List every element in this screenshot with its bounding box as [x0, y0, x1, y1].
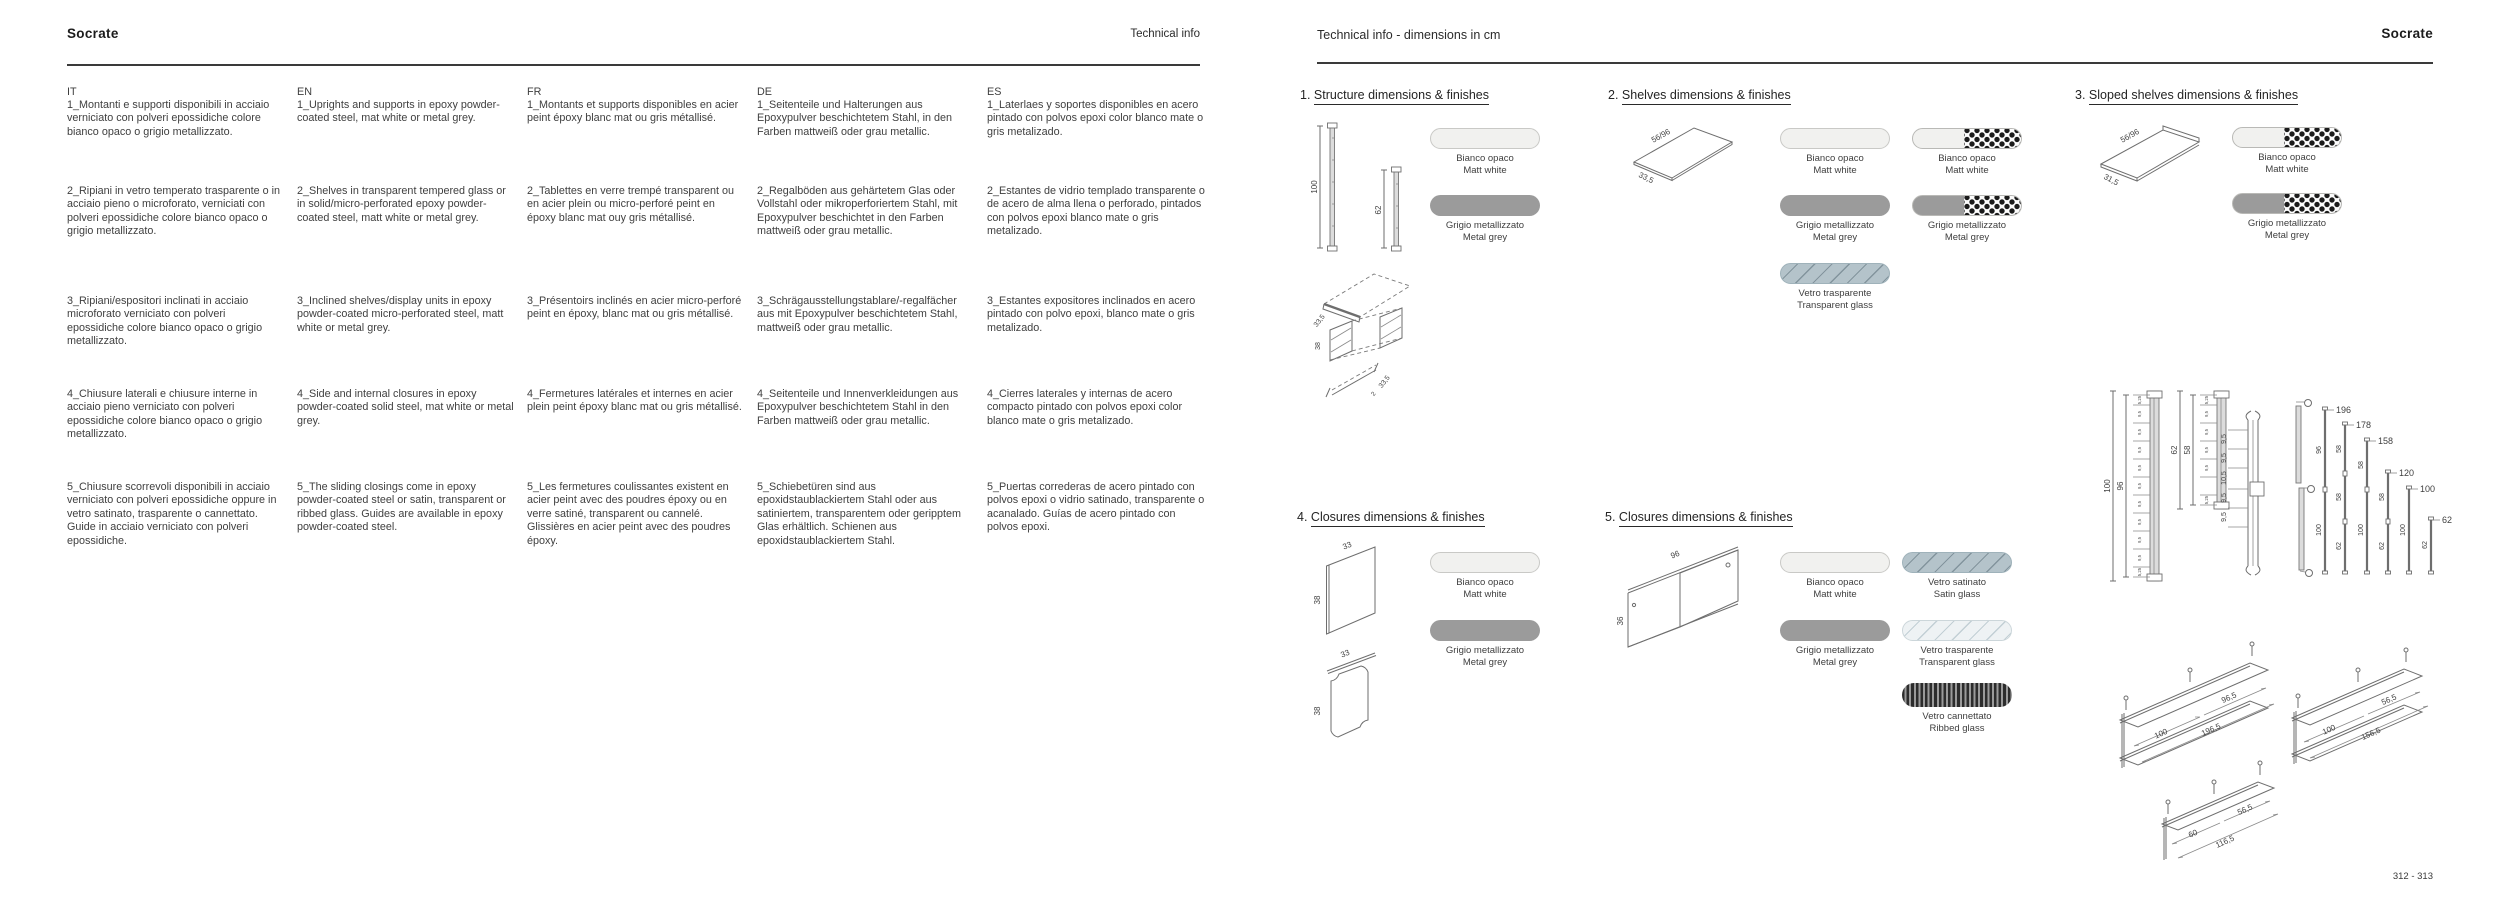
paragraph: 1_Uprights and supports in epoxy powder-coated steel, mat white or metal grey. — [297, 99, 500, 125]
paragraph: 3_Présentoirs inclinés en acier micro-perforé peint en époxy, blanc mat ou gris métallisé. — [527, 295, 742, 321]
column-fr — [527, 0, 745, 921]
paragraph: 4_Side and internal closures in epoxy powder-coated solid steel, mat white or metal grey. — [297, 388, 514, 427]
uprights-dimensions-diagram — [2100, 388, 2453, 588]
left-page-brand: Socrate — [67, 26, 119, 41]
unit-dim-label: 56,5 — [2380, 692, 2398, 707]
dim-label: 38 — [1313, 706, 1322, 716]
shelf-diagram — [1628, 118, 1740, 190]
swatch-metal-grey: Grigio metallizzato Metal grey — [1415, 620, 1555, 668]
perforation-pattern — [2284, 194, 2341, 213]
svg-text:9,5: 9,5 — [2137, 555, 2142, 561]
swatch-matt-white: Bianco opaco Matt white — [1765, 128, 1905, 176]
column-es — [987, 0, 1205, 921]
dim-label: 96 — [1669, 548, 1681, 561]
column-en — [297, 0, 515, 921]
unit-196 — [2120, 642, 2274, 768]
section-5-title — [1605, 510, 1793, 524]
dim-label: 56/96 — [1649, 127, 1672, 145]
dim-label: 38 — [1313, 595, 1322, 605]
unit-116 — [2162, 761, 2278, 860]
section-2-title — [1608, 88, 1791, 102]
structure-uprights-diagram — [1312, 118, 1417, 256]
swatch-matt-white: Bianco opaco Matt white — [1415, 552, 1555, 600]
svg-text:9,5: 9,5 — [2204, 411, 2209, 417]
paragraph: 3_Ripiani/espositori inclinati in acciaio microforato verniciato con polveri epossidiche colore bianco opaco o grigio metallizzato. — [67, 295, 263, 348]
svg-text:5,25: 5,25 — [2137, 395, 2142, 405]
swatch-ribbed-glass: Vetro cannettato Ribbed glass — [1887, 683, 2027, 734]
lang-code: DE — [757, 86, 772, 98]
paragraph: 2_Shelves in transparent tempered glass or in solid/micro-perforated epoxy powder-coated steel, matt white or metal grey. — [297, 185, 506, 224]
dim-label: 36 — [1616, 616, 1625, 626]
svg-text:100: 100 — [2400, 524, 2407, 536]
section-number: 1. — [1300, 88, 1311, 102]
paragraph: 2_Tablettes en verre trempé transparent ou en acier plein ou micro-perforé peint en époxy blanc mat ouy gris métallisé. — [527, 185, 735, 224]
section-number: 4. — [1297, 510, 1308, 524]
svg-text:9,5: 9,5 — [2137, 483, 2142, 489]
svg-text:9,5: 9,5 — [2221, 434, 2228, 444]
dim-label: 31,5 — [2102, 172, 2121, 188]
swatch-matt-white: Bianco opaco Matt white — [1765, 552, 1905, 600]
unit-dim-label: 60 — [2187, 827, 2199, 840]
section-number: 2. — [1608, 88, 1619, 102]
svg-text:9,5: 9,5 — [2137, 429, 2142, 435]
swatch-metal-grey: Grigio metallizzato Metal grey — [1765, 620, 1905, 668]
perforation-pattern — [1964, 196, 2021, 215]
finish-pill-matt-white-perforated — [1912, 128, 2022, 149]
column-it — [67, 0, 285, 921]
svg-text:96: 96 — [2316, 446, 2323, 454]
paragraph: 5_Schiebetüren sind aus epoxidstaublackiertem Stahl oder aus satiniertem, transparentem oder geripptem Glas erhältlich. Schienen aus epoxidstaublackiertem Stahl. — [757, 481, 962, 547]
finish-pill-ribbed-glass — [1902, 683, 2012, 707]
finish-pill-metal-grey — [1430, 195, 1540, 216]
paragraph: 1_Laterlaes y soportes disponibles en acero pintado con polvos epoxi color blanco mate o gris metalizado. — [987, 99, 1204, 138]
svg-text:100: 100 — [2316, 524, 2323, 536]
swatch-metal-grey-perforated: Grigio metallizzato Metal grey — [2217, 193, 2357, 241]
swatch-transparent-glass: Vetro trasparente Transparent glass — [1887, 620, 2027, 668]
paragraph: 5_Puertas correderas de acero pintado con polvos epoxi o vidrio satinado, transparente o acanalado. Guías de acero pintado con polvos epoxi. — [987, 481, 1205, 534]
sliding-door-diagram — [1616, 535, 1765, 653]
dim-label: 33,5 — [1377, 374, 1392, 390]
paragraph: 3_Estantes expositores inclinados en acero pintado con polvo epoxi, blanco mate o gris metalizado. — [987, 295, 1196, 334]
finish-pill-matt-white — [1780, 128, 1890, 149]
dim-label: 56/96 — [2118, 127, 2141, 145]
svg-text:9,5: 9,5 — [2221, 453, 2228, 463]
paragraph: 1_Seitenteile und Halterungen aus Epoxypulver beschichtetem Stahl, in den Farben mattweiß oder grau metallic. — [757, 99, 953, 138]
svg-text:9,5: 9,5 — [2137, 411, 2142, 417]
left-page-header-right: Technical info — [1130, 28, 1200, 40]
unit-dim-label: 156,5 — [2360, 725, 2382, 742]
svg-text:5,25: 5,25 — [2204, 495, 2209, 505]
paragraph: 5_The sliding closings come in epoxy powder-coated steel or satin, transparent or ribbed glass. Guides are available in epoxy powder-coated steel. — [297, 481, 506, 534]
upright-ruler-62 — [2170, 391, 2229, 509]
paragraph: 1_Montants et supports disponibles en acier peint époxy blanc mat ou gris métallisé. — [527, 99, 739, 125]
unit-dim-label: 100 — [2321, 722, 2337, 737]
swatch-metal-grey: Grigio metallizzato Metal grey — [1765, 195, 1905, 243]
finish-pill-transparent-glass — [1780, 263, 1890, 284]
finish-pill-transparent-glass — [1902, 620, 2012, 641]
unit-dim-label: 116,5 — [2214, 833, 2236, 850]
svg-text:9,5: 9,5 — [2137, 501, 2142, 507]
dim-label: 33,5 — [1312, 313, 1327, 329]
right-page-brand: Socrate — [2381, 26, 2433, 41]
paragraph: 5_Les fermetures coulissantes existent en acier peint avec des poudres époxy ou en verre satiné, transparent ou cannelé. Glissières en acier peint avec des poudres époxy. — [527, 481, 731, 547]
closure-panel-diagram — [1315, 535, 1400, 643]
swatch-metal-grey-perforated: Grigio metallizzato Metal grey — [1897, 195, 2037, 243]
shelving-units-diagram — [2112, 612, 2492, 902]
swatch-matt-white — [1415, 128, 1555, 176]
swatch-matt-white-perforated: Bianco opaco Matt white — [2217, 127, 2357, 175]
svg-text:62: 62 — [2336, 542, 2343, 550]
paragraph: 5_Chiusure scorrevoli disponibili in acciaio verniciato con polveri epossidiche oppure in vetro satinato, trasparente o cannettato. Guide in acciaio verniciato con polveri epossidiche. — [67, 481, 277, 547]
svg-text:9,5: 9,5 — [2204, 447, 2209, 453]
section-name: Structure dimensions & finishes — [1314, 88, 1489, 105]
paragraph: 4_Chiusure laterali e chiusure interne in acciaio pieno verniciato con polveri epossidiche colore bianco opaco o grigio metallizzato. — [67, 388, 263, 441]
unit-dim-label: 196,5 — [2200, 721, 2222, 738]
section-4-title — [1297, 510, 1485, 524]
dim-label: 2 — [1369, 390, 1378, 398]
section-name: Sloped shelves dimensions & finishes — [2089, 88, 2298, 105]
unit-dim-label: 100 — [2153, 726, 2169, 741]
svg-text:9,5: 9,5 — [2221, 493, 2228, 503]
dim-label: 33,5 — [1637, 170, 1656, 186]
swatch-metal-grey — [1415, 195, 1555, 243]
svg-text:5,25: 5,25 — [2137, 567, 2142, 577]
svg-text:10,5: 10,5 — [2221, 471, 2228, 485]
dim-label: 100 — [1310, 180, 1319, 194]
structure-supports-diagram — [1312, 262, 1427, 432]
paragraph: 2_Estantes de vidrio templado transparente o de acero de alma llena o perforado, pintados con polvos epoxi blanco mate o gris metalizado. — [987, 185, 1205, 238]
lang-code: FR — [527, 86, 542, 98]
dim-label: 62 — [2170, 445, 2179, 455]
svg-text:62: 62 — [2422, 541, 2429, 549]
swatch-transparent-glass: Vetro trasparente Transparent glass — [1765, 263, 1905, 311]
post-height-label: 178 — [2356, 420, 2372, 430]
unit-dim-label: 56,5 — [2236, 802, 2254, 817]
post-height-label: 120 — [2399, 468, 2415, 478]
section-number: 5. — [1605, 510, 1616, 524]
closure-panel-notched-diagram — [1315, 645, 1400, 750]
lang-code: EN — [297, 86, 312, 98]
upright-ruler-100 — [2103, 391, 2162, 581]
lang-code: IT — [67, 86, 77, 98]
paragraph: 4_Seitenteile und Innenverkleidungen aus Epoxypulver beschichtetem Stahl in den Farben mattweiß oder grau metallic. — [757, 388, 959, 427]
svg-text:58: 58 — [2336, 445, 2343, 453]
section-3-title — [2075, 88, 2298, 102]
dim-label: 38 — [1315, 342, 1322, 350]
dim-label: 58 — [2183, 445, 2192, 455]
svg-text:62: 62 — [2379, 542, 2386, 550]
svg-text:58: 58 — [2358, 461, 2365, 469]
page-number: 312 - 313 — [2392, 871, 2433, 882]
svg-text:5,25: 5,25 — [2204, 395, 2209, 405]
section-name: Shelves dimensions & finishes — [1622, 88, 1791, 105]
swatch-matt-white-perforated: Bianco opaco Matt white — [1897, 128, 2037, 176]
svg-text:9,5: 9,5 — [2137, 465, 2142, 471]
post-height-label: 196 — [2336, 405, 2352, 415]
section-name: Closures dimensions & finishes — [1619, 510, 1793, 527]
finish-pill-satin-glass — [1902, 552, 2012, 573]
perforation-pattern — [1964, 129, 2021, 148]
post-height-label: 100 — [2420, 484, 2436, 494]
column-de — [757, 0, 975, 921]
unit-dim-label: 96,5 — [2220, 690, 2238, 705]
section-name: Closures dimensions & finishes — [1311, 510, 1485, 527]
finish-label: Bianco opaco Matt white — [1456, 153, 1514, 176]
sloped-shelf-diagram — [2093, 118, 2208, 193]
finish-pill-metal-grey — [1780, 195, 1890, 216]
dim-label: 62 — [1374, 205, 1383, 215]
svg-text:9,5: 9,5 — [2137, 537, 2142, 543]
svg-text:9,5: 9,5 — [2221, 512, 2228, 522]
section-1-title — [1300, 88, 1489, 102]
post-height-label: 62 — [2442, 515, 2453, 525]
lang-code: ES — [987, 86, 1002, 98]
svg-text:9,5: 9,5 — [2137, 519, 2142, 525]
dim-label: 100 — [2103, 479, 2112, 493]
upright-closeup-diagram — [2221, 411, 2264, 575]
paragraph: 1_Montanti e supporti disponibili in acciaio verniciato con polveri epossidiche colore bianco opaco o grigio metallizzato. — [67, 99, 270, 138]
paragraph: 3_Inclined shelves/display units in epoxy powder-coated micro-perforated steel, matt white or metal grey. — [297, 295, 504, 334]
paragraph: 3_Schrägausstellungstablare/-regalfächer aus mit Epoxypulver beschichtetem Stahl, mattweiß oder grau metallic. — [757, 295, 958, 334]
dim-label: 33 — [1341, 539, 1353, 552]
paragraph: 2_Regalböden aus gehärtetem Glas oder Vollstahl oder mikroperforiertem Stahl, mit Epoxypulver beschichtet in den Farben mattweiß oder grau metallic. — [757, 185, 958, 238]
right-page-rule — [1317, 62, 2433, 64]
svg-text:9,5: 9,5 — [2204, 465, 2209, 471]
post-height-label: 158 — [2378, 436, 2394, 446]
finish-pill-matt-white — [1430, 128, 1540, 149]
dim-label: 33 — [1339, 647, 1351, 660]
unit-156 — [2292, 648, 2428, 764]
svg-text:100: 100 — [2358, 524, 2365, 536]
paragraph: 4_Fermetures latérales et internes en acier plein peint époxy blanc mat ou gris métallisé. — [527, 388, 742, 414]
section-number: 3. — [2075, 88, 2086, 102]
paragraph: 4_Cierres laterales y internas de acero compacto pintado con polvos epoxi color blanco mate o gris metalizado. — [987, 388, 1183, 427]
right-page-header-left: Technical info - dimensions in cm — [1317, 28, 1501, 42]
finish-pill-metal-grey-perforated — [1912, 195, 2022, 216]
perforation-pattern — [2284, 128, 2341, 147]
finish-label: Grigio metallizzato Metal grey — [1445, 220, 1525, 243]
svg-text:58: 58 — [2379, 493, 2386, 501]
post-heights-diagram — [2316, 405, 2452, 574]
svg-text:58: 58 — [2336, 493, 2343, 501]
svg-text:9,5: 9,5 — [2204, 429, 2209, 435]
svg-text:9,5: 9,5 — [2137, 447, 2142, 453]
swatch-satin-glass: Vetro satinato Satin glass — [1887, 552, 2027, 600]
paragraph: 2_Ripiani in vetro temperato trasparente o in acciaio pieno o microforato, verniciati con polveri epossidiche colore bianco opaco o grigio metallizzato. — [67, 185, 281, 238]
upright-joint-diagram — [2296, 400, 2315, 577]
dim-label: 96 — [2116, 481, 2125, 491]
